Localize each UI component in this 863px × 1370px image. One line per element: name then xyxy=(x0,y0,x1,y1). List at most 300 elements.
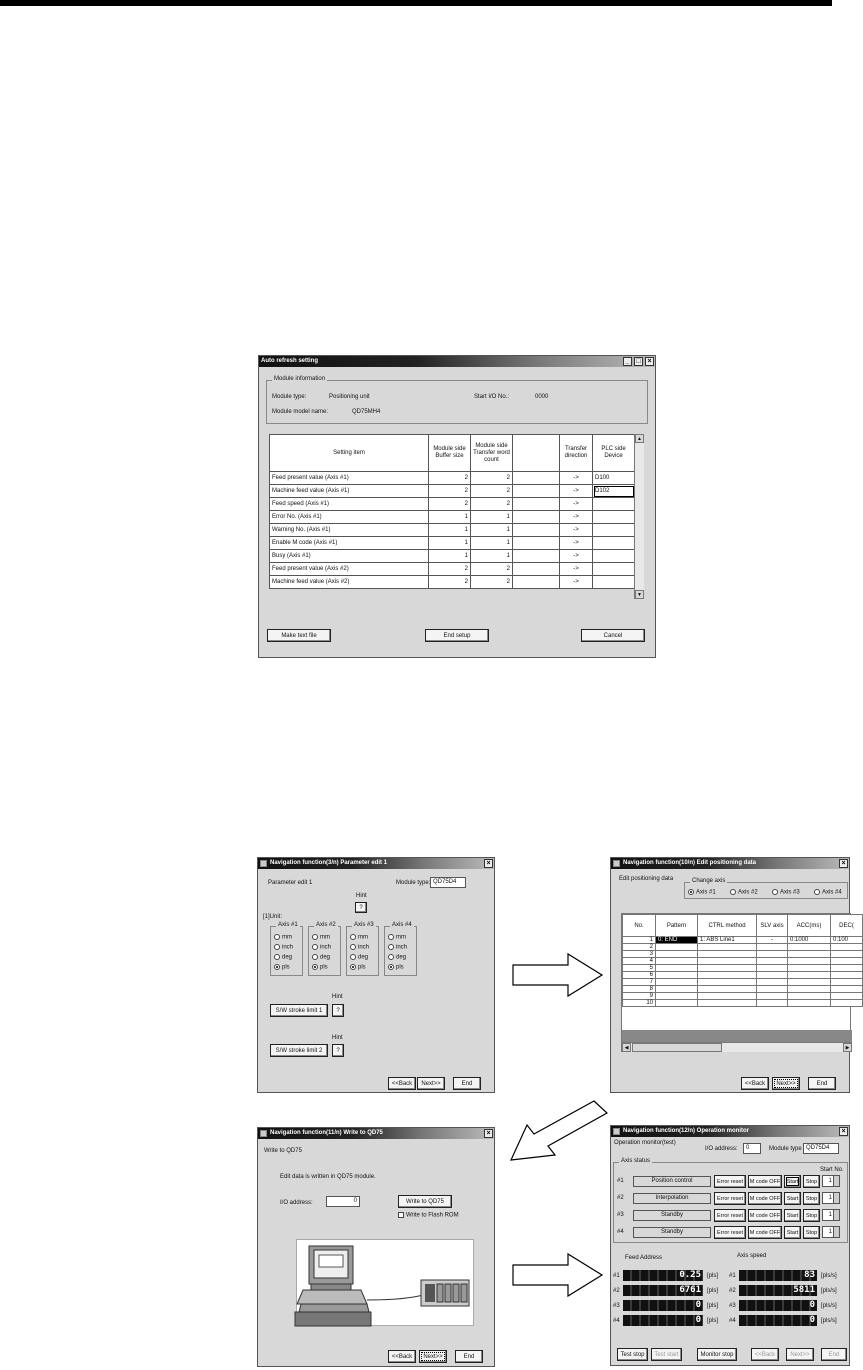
device-cell[interactable]: D100 xyxy=(593,472,635,485)
axis-status-field: Standby xyxy=(633,1227,711,1238)
column-header: DEC( xyxy=(831,915,863,937)
table-row[interactable] xyxy=(270,563,635,576)
next-button[interactable]: Next>> xyxy=(417,1077,445,1090)
pc-module-illustration xyxy=(296,1239,474,1326)
pattern-cell[interactable]: 0: END xyxy=(656,937,698,944)
back-button[interactable]: <<Back xyxy=(751,1348,779,1361)
cell[interactable] xyxy=(831,993,863,1000)
module-info-group xyxy=(266,376,648,424)
buffer-size: 1 xyxy=(429,537,471,550)
checkbox-icon xyxy=(398,1212,404,1218)
setting-item: Enable M code (Axis #1) xyxy=(270,537,429,550)
radio-mm[interactable] xyxy=(388,934,406,941)
hint-button[interactable]: ? xyxy=(332,1004,344,1017)
direction: -> xyxy=(560,485,593,498)
start-button[interactable]: Start xyxy=(784,1226,801,1239)
feed-address-readout: 0.25 xyxy=(623,1270,703,1281)
hint-button[interactable]: ? xyxy=(355,902,367,913)
cell[interactable] xyxy=(656,1000,698,1007)
device-cell[interactable] xyxy=(593,563,635,576)
radio-inch[interactable] xyxy=(312,944,331,951)
start-button[interactable]: Start xyxy=(784,1175,801,1188)
cell[interactable] xyxy=(698,944,757,951)
cell[interactable] xyxy=(757,1000,788,1007)
axis4-radio[interactable] xyxy=(814,889,842,896)
back-button[interactable]: <<Back xyxy=(741,1077,769,1090)
axis-status-field: Interpolation xyxy=(633,1193,711,1204)
readout-row xyxy=(611,1285,851,1298)
feed-address-readout: 0 xyxy=(623,1300,703,1311)
radio-inch[interactable] xyxy=(388,944,407,951)
scroll-left-icon[interactable]: ◀ xyxy=(622,1043,631,1052)
device-cell[interactable] xyxy=(593,537,635,550)
buffer-size: 2 xyxy=(429,576,471,589)
io-address-field: 0 xyxy=(743,1143,761,1154)
axis-status-field: Standby xyxy=(633,1210,711,1221)
table-header-row xyxy=(270,435,635,472)
scroll-thumb[interactable] xyxy=(632,1043,722,1052)
column-header: ACC(ms) xyxy=(788,915,831,937)
table-row[interactable] xyxy=(623,1000,863,1007)
setting-item: Machine feed value (Axis #1) xyxy=(270,485,429,498)
blank-cell xyxy=(513,472,560,485)
radio-mm[interactable] xyxy=(274,934,292,941)
column-header: Transfer direction xyxy=(560,435,593,472)
table-row[interactable] xyxy=(270,472,635,485)
axis-speed-readout: 0 xyxy=(739,1315,817,1326)
table-row[interactable] xyxy=(623,958,863,965)
group-title: Axis #1 xyxy=(278,922,298,928)
write-to-qd75-button[interactable]: Write to QD75 xyxy=(398,1195,452,1208)
cell[interactable] xyxy=(788,944,831,951)
scroll-up-icon[interactable]: ▲ xyxy=(635,434,644,443)
unit-label: [pls] xyxy=(707,1303,719,1309)
direction: -> xyxy=(560,511,593,524)
error-reset-button[interactable]: Error reset xyxy=(714,1175,746,1188)
table-row[interactable] xyxy=(270,537,635,550)
scroll-down-icon[interactable]: ▼ xyxy=(635,590,644,599)
axis-id: #1 xyxy=(613,1273,620,1279)
header-bar xyxy=(0,0,832,6)
write-to-qd75-window xyxy=(257,1127,495,1367)
row-number: 4 xyxy=(623,958,656,965)
ctrl-method-cell[interactable]: 1: ABS Line1 xyxy=(698,937,757,944)
setting-item: Feed present value (Axis #1) xyxy=(270,472,429,485)
start-button[interactable]: Start xyxy=(784,1209,801,1222)
positioning-table xyxy=(622,914,863,1007)
back-button[interactable]: <<Back xyxy=(388,1077,416,1090)
radio-deg[interactable] xyxy=(274,954,292,961)
cell[interactable] xyxy=(656,965,698,972)
error-reset-button[interactable]: Error reset xyxy=(714,1226,746,1239)
hint-label: Hint xyxy=(356,893,367,899)
radio-mm[interactable] xyxy=(350,934,368,941)
radio-icon xyxy=(350,934,356,940)
table-row[interactable] xyxy=(623,937,863,944)
m-code-off-button[interactable]: M code OFF xyxy=(748,1192,782,1205)
module-type-label: Module type xyxy=(769,1146,802,1152)
module-type-label: Module type: xyxy=(272,394,307,400)
cell[interactable] xyxy=(788,965,831,972)
word-count: 2 xyxy=(471,576,513,589)
title-bar xyxy=(611,1126,849,1137)
table-row[interactable] xyxy=(270,550,635,563)
window-icon xyxy=(260,860,267,867)
stop-button[interactable]: Stop xyxy=(803,1192,820,1205)
table-row[interactable] xyxy=(623,979,863,986)
blank-cell xyxy=(513,537,560,550)
radio-icon xyxy=(388,954,394,960)
cell[interactable] xyxy=(788,979,831,986)
module-type-value: Positioning unit xyxy=(329,394,370,400)
device-cell[interactable] xyxy=(593,524,635,537)
readout-row xyxy=(611,1270,851,1283)
close-icon[interactable]: × xyxy=(484,859,493,868)
radio-icon xyxy=(312,934,318,940)
buffer-size: 1 xyxy=(429,511,471,524)
io-address-label: I/O address: xyxy=(280,1200,313,1206)
hint-button[interactable]: ? xyxy=(332,1044,344,1057)
cell[interactable] xyxy=(831,951,863,958)
radio-label: mm xyxy=(320,934,330,941)
cell[interactable] xyxy=(698,979,757,986)
m-code-off-button[interactable]: M code OFF xyxy=(748,1209,782,1222)
radio-label: pls xyxy=(396,964,404,971)
radio-label: Axis #3 xyxy=(780,889,800,896)
axis-id: #2 xyxy=(617,1195,624,1201)
axis4-unit-group xyxy=(384,922,417,976)
cell[interactable] xyxy=(757,958,788,965)
table-row[interactable] xyxy=(623,965,863,972)
table-row[interactable] xyxy=(270,524,635,537)
table-row[interactable] xyxy=(270,485,635,498)
cell[interactable] xyxy=(757,944,788,951)
end-setup-button[interactable]: End setup xyxy=(425,629,489,642)
stop-button[interactable]: Stop xyxy=(803,1209,820,1222)
buffer-size: 2 xyxy=(429,485,471,498)
radio-label: mm xyxy=(396,934,406,941)
close-icon[interactable]: × xyxy=(839,1127,848,1136)
row-number: 1 xyxy=(623,937,656,944)
radio-selected-icon xyxy=(688,889,694,895)
device-cell[interactable] xyxy=(593,498,635,511)
unit-label: [pls/s] xyxy=(821,1303,837,1309)
cell[interactable] xyxy=(788,958,831,965)
close-icon[interactable]: × xyxy=(484,1129,493,1138)
next-button[interactable]: Next>> xyxy=(772,1077,800,1090)
group-title: Module information xyxy=(274,376,326,382)
io-address-input[interactable]: 0 xyxy=(326,1196,360,1207)
row-number: 8 xyxy=(623,986,656,993)
acc-cell[interactable]: 0:1000 xyxy=(788,937,831,944)
table-row[interactable] xyxy=(623,993,863,1000)
radio-pls[interactable] xyxy=(312,964,328,971)
axis1-radio[interactable] xyxy=(688,889,716,896)
radio-label: pls xyxy=(282,964,290,971)
radio-deg[interactable] xyxy=(312,954,330,961)
axis2-radio[interactable] xyxy=(730,889,758,896)
radio-inch[interactable] xyxy=(274,944,293,951)
table-row[interactable] xyxy=(270,511,635,524)
axis-speed-readout: 83 xyxy=(739,1270,817,1281)
cell[interactable] xyxy=(831,1000,863,1007)
start-no-spinner[interactable]: 1 xyxy=(822,1209,840,1221)
unit-label: [pls/s] xyxy=(821,1288,837,1294)
cell[interactable] xyxy=(831,965,863,972)
axis-id: #2 xyxy=(613,1288,620,1294)
setting-item: Feed speed (Axis #1) xyxy=(270,498,429,511)
table-row[interactable] xyxy=(623,951,863,958)
window-title: Auto refresh setting xyxy=(261,358,319,364)
start-no-spinner[interactable]: 1 xyxy=(822,1192,840,1204)
window-icon xyxy=(613,860,620,867)
cell[interactable] xyxy=(698,965,757,972)
word-count: 1 xyxy=(471,524,513,537)
cell[interactable] xyxy=(656,986,698,993)
cell[interactable] xyxy=(831,958,863,965)
cell[interactable] xyxy=(831,972,863,979)
blank-cell xyxy=(513,550,560,563)
cell[interactable] xyxy=(788,986,831,993)
cell[interactable] xyxy=(788,993,831,1000)
cell[interactable] xyxy=(757,993,788,1000)
start-io-value: 0000 xyxy=(535,394,549,400)
cell[interactable] xyxy=(698,986,757,993)
cell[interactable] xyxy=(831,979,863,986)
unit-label: [pls] xyxy=(707,1273,719,1279)
start-io-label: Start I/O No.: xyxy=(474,394,510,400)
cell[interactable] xyxy=(788,972,831,979)
device-cell[interactable]: D102 xyxy=(593,485,635,498)
readout-row xyxy=(611,1315,851,1328)
feed-address-readout: 0 xyxy=(623,1315,703,1326)
title-bar xyxy=(258,1128,494,1139)
end-button[interactable]: End xyxy=(808,1077,836,1090)
axis-id: #4 xyxy=(613,1318,620,1324)
computer-plc-icon xyxy=(297,1240,475,1327)
radio-label: inch xyxy=(282,944,294,951)
radio-icon xyxy=(274,954,280,960)
radio-label: deg xyxy=(320,954,331,961)
cell[interactable] xyxy=(757,986,788,993)
radio-label: inch xyxy=(396,944,408,951)
radio-selected-icon xyxy=(274,964,280,970)
hint-label: Hint xyxy=(332,1035,343,1041)
error-reset-button[interactable]: Error reset xyxy=(714,1192,746,1205)
start-button[interactable]: Start xyxy=(784,1192,801,1205)
column-header: CTRL method xyxy=(698,915,757,937)
make-text-file-button[interactable]: Make text file xyxy=(267,629,331,642)
radio-inch[interactable] xyxy=(350,944,369,951)
setting-item: Machine feed value (Axis #2) xyxy=(270,576,429,589)
test-stop-button[interactable]: Test stop xyxy=(617,1348,648,1361)
table-row[interactable] xyxy=(623,972,863,979)
maximize-icon[interactable]: □ xyxy=(634,357,643,366)
next-button[interactable]: Next>> xyxy=(419,1350,447,1363)
group-title: Axis status xyxy=(621,1158,651,1164)
cancel-button[interactable]: Cancel xyxy=(581,629,645,642)
device-cell[interactable] xyxy=(593,511,635,524)
unit-label: [pls] xyxy=(707,1288,719,1294)
cell[interactable] xyxy=(788,951,831,958)
end-button[interactable]: End xyxy=(821,1348,847,1361)
column-header: Module side Transfer word count xyxy=(471,435,513,472)
axis-id: #3 xyxy=(617,1212,624,1218)
device-cell[interactable] xyxy=(593,550,635,563)
group-title: Axis #3 xyxy=(354,922,374,928)
monitor-stop-button[interactable]: Monitor stop xyxy=(697,1348,737,1361)
radio-label: Axis #2 xyxy=(738,889,758,896)
group-title: Axis #2 xyxy=(316,922,336,928)
table-row[interactable] xyxy=(270,576,635,589)
start-no-spinner[interactable]: 1 xyxy=(822,1175,840,1187)
cell[interactable] xyxy=(656,979,698,986)
axis-status-field: Position control xyxy=(633,1176,711,1187)
end-button[interactable]: End xyxy=(453,1077,481,1090)
radio-pls[interactable] xyxy=(350,964,366,971)
setting-item: Busy (Axis #1) xyxy=(270,550,429,563)
table-row[interactable] xyxy=(623,944,863,951)
axis-row xyxy=(614,1191,849,1207)
radio-icon xyxy=(814,889,820,895)
dec-cell[interactable]: 0:100 xyxy=(831,937,863,944)
axis-id: #1 xyxy=(729,1273,736,1279)
cell[interactable] xyxy=(698,1000,757,1007)
direction: -> xyxy=(560,498,593,511)
cell[interactable] xyxy=(757,951,788,958)
radio-pls[interactable] xyxy=(274,964,290,971)
window-icon xyxy=(260,1130,267,1137)
radio-pls[interactable] xyxy=(388,964,404,971)
model-value: QD75MH4 xyxy=(352,409,381,415)
error-reset-button[interactable]: Error reset xyxy=(714,1209,746,1222)
cell[interactable] xyxy=(698,951,757,958)
word-count: 1 xyxy=(471,511,513,524)
column-header: Pattern xyxy=(656,915,698,937)
axis-id: #4 xyxy=(617,1229,624,1235)
cell[interactable] xyxy=(656,951,698,958)
blank-cell xyxy=(513,485,560,498)
radio-icon xyxy=(312,954,318,960)
title-bar xyxy=(258,858,494,869)
radio-icon xyxy=(274,944,280,950)
direction: -> xyxy=(560,550,593,563)
stop-button[interactable]: Stop xyxy=(803,1226,820,1239)
window-title: Navigation function(11/n) Write to QD75 xyxy=(270,1130,383,1136)
cell[interactable] xyxy=(757,979,788,986)
axis-id: #3 xyxy=(729,1303,736,1309)
sw-stroke-limit-1-button[interactable]: S/W stroke limit 1 xyxy=(270,1004,328,1017)
table-row[interactable] xyxy=(270,498,635,511)
scroll-right-icon[interactable]: ▶ xyxy=(843,1043,852,1052)
change-axis-group xyxy=(684,878,848,899)
module-type-field: QD75D4 xyxy=(803,1143,839,1154)
direction: -> xyxy=(560,576,593,589)
start-no-spinner[interactable]: 1 xyxy=(822,1226,840,1238)
radio-icon xyxy=(772,889,778,895)
end-button[interactable]: End xyxy=(455,1350,483,1363)
checkbox-label: Write to Flash ROM xyxy=(406,1212,459,1219)
close-icon[interactable]: × xyxy=(839,859,848,868)
cell[interactable] xyxy=(757,972,788,979)
edit-positioning-window xyxy=(610,857,854,1093)
cell[interactable] xyxy=(656,944,698,951)
cell[interactable] xyxy=(698,958,757,965)
buffer-size: 2 xyxy=(429,498,471,511)
table-row[interactable] xyxy=(623,986,863,993)
axis-speed-readout: 5811 xyxy=(739,1285,817,1296)
cell[interactable] xyxy=(656,993,698,1000)
radio-label: inch xyxy=(320,944,332,951)
stop-button[interactable]: Stop xyxy=(803,1175,820,1188)
setting-item: Feed present value (Axis #2) xyxy=(270,563,429,576)
device-cell[interactable] xyxy=(593,576,635,589)
write-message: Edit data is written in QD75 module. xyxy=(280,1174,376,1180)
radio-deg[interactable] xyxy=(388,954,406,961)
window-icon xyxy=(613,1128,620,1135)
radio-mm[interactable] xyxy=(312,934,330,941)
cell[interactable] xyxy=(831,986,863,993)
radio-label: mm xyxy=(358,934,368,941)
feed-address-readout: 6761 xyxy=(623,1285,703,1296)
word-count: 2 xyxy=(471,485,513,498)
cell[interactable] xyxy=(831,944,863,951)
minimize-icon[interactable]: _ xyxy=(623,357,632,366)
radio-selected-icon xyxy=(312,964,318,970)
axis-row xyxy=(614,1174,849,1190)
cell[interactable] xyxy=(656,958,698,965)
axis-id: #3 xyxy=(613,1303,620,1309)
radio-icon xyxy=(350,954,356,960)
module-type-field: QD75D4 xyxy=(430,877,466,888)
horizontal-scrollbar[interactable] xyxy=(622,1042,852,1052)
close-icon[interactable]: × xyxy=(645,357,654,366)
cell[interactable] xyxy=(698,993,757,1000)
radio-icon xyxy=(274,934,280,940)
table-scrollbar[interactable] xyxy=(634,434,644,599)
cell[interactable] xyxy=(698,972,757,979)
radio-icon xyxy=(312,944,318,950)
radio-label: Axis #1 xyxy=(696,889,716,896)
axis-id: #1 xyxy=(617,1178,624,1184)
table-empty-area xyxy=(622,1030,852,1042)
word-count: 1 xyxy=(471,537,513,550)
test-start-button[interactable]: Test start xyxy=(651,1348,682,1361)
direction: -> xyxy=(560,563,593,576)
flash-rom-checkbox[interactable] xyxy=(398,1212,459,1219)
radio-deg[interactable] xyxy=(350,954,368,961)
axis3-radio[interactable] xyxy=(772,889,800,896)
row-number: 7 xyxy=(623,979,656,986)
hint-label: Hint xyxy=(332,994,343,1000)
setting-item: Warning No. (Axis #1) xyxy=(270,524,429,537)
cell[interactable] xyxy=(757,965,788,972)
direction: -> xyxy=(560,524,593,537)
cell[interactable] xyxy=(656,972,698,979)
slv-axis-cell[interactable]: - xyxy=(757,937,788,944)
blank-cell xyxy=(513,498,560,511)
m-code-off-button[interactable]: M code OFF xyxy=(748,1175,782,1188)
back-button[interactable]: <<Back xyxy=(388,1350,416,1363)
page-heading: Parameter edit 1 xyxy=(268,880,313,886)
title-bar xyxy=(259,356,655,367)
cell[interactable] xyxy=(788,1000,831,1007)
setting-item: Error No. (Axis #1) xyxy=(270,511,429,524)
radio-label: Axis #4 xyxy=(822,889,842,896)
next-button[interactable]: Next>> xyxy=(786,1348,814,1361)
m-code-off-button[interactable]: M code OFF xyxy=(748,1226,782,1239)
sw-stroke-limit-2-button[interactable]: S/W stroke limit 2 xyxy=(270,1044,328,1057)
